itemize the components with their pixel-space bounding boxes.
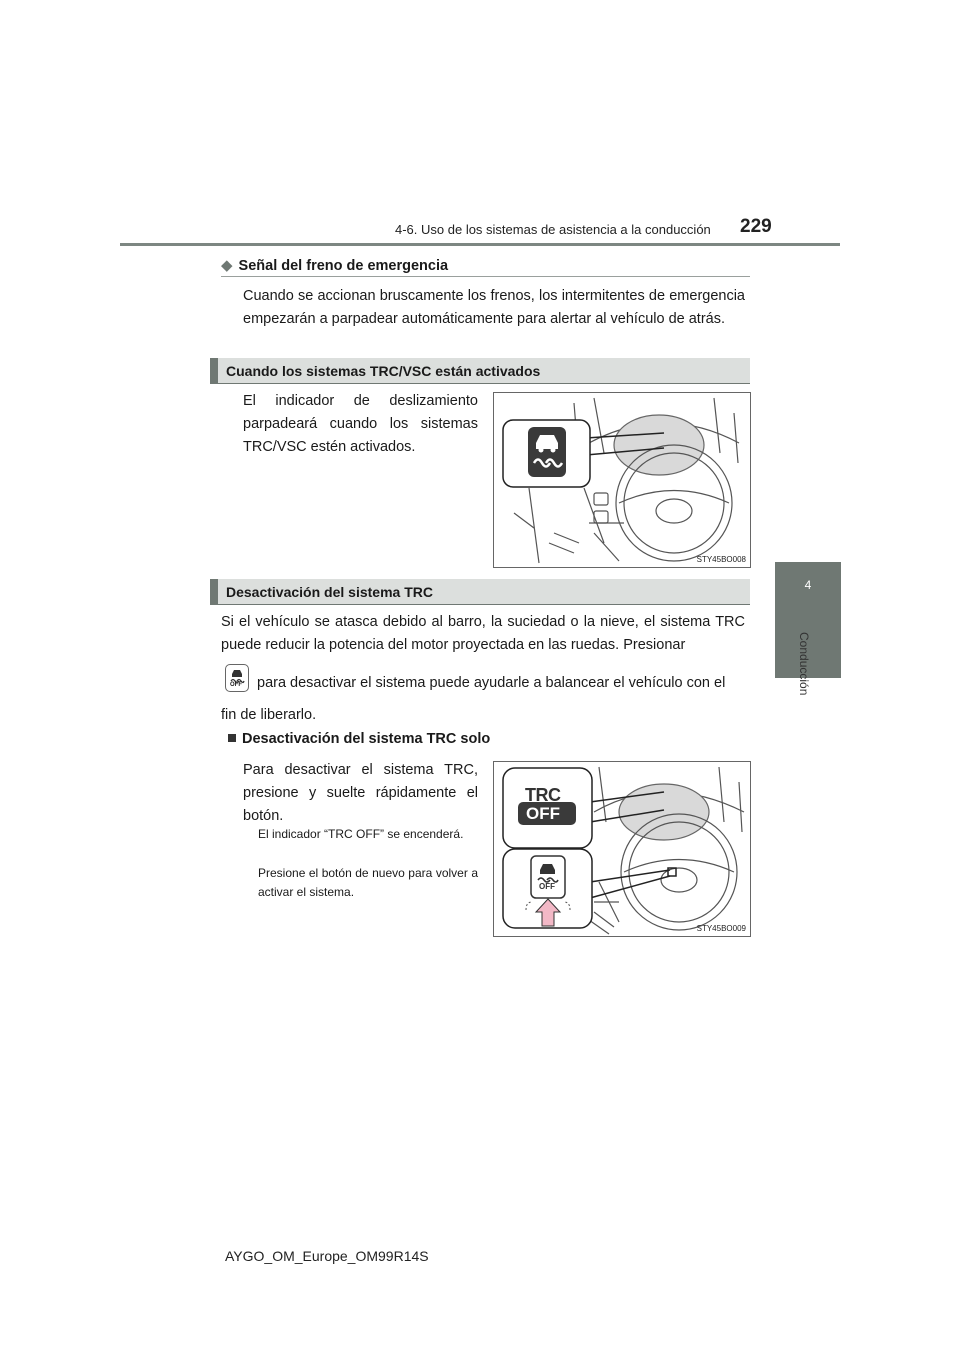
figure-code: STY45BO008 xyxy=(696,555,746,564)
footer-doc-id: AYGO_OM_Europe_OM99R14S xyxy=(225,1248,429,1264)
trc-vsc-active-text: El indicador de deslizamiento parpadeará cuando los sistemas TRC/VSC estén activados. xyxy=(243,393,478,455)
trc-indicator-text: TRC xyxy=(525,785,561,805)
figure-button-label: OFF xyxy=(539,882,555,891)
trc-off-text-line3: fin de liberarlo. xyxy=(221,707,317,723)
chapter-number: 4 xyxy=(804,578,812,592)
trc-only-note-2: Presione el botón de nuevo para volver a activar el sistema. xyxy=(258,866,478,899)
trc-off-button-icon-label: OFF xyxy=(230,682,242,688)
trc-off-button-icon xyxy=(225,664,249,692)
off-indicator-text: OFF xyxy=(526,804,560,823)
square-bullet-icon xyxy=(228,734,236,742)
figure-trc-off xyxy=(493,761,751,937)
running-header: 4-6. Uso de los sistemas de asistencia a la conducción xyxy=(395,222,711,237)
trc-only-text: Para desactivar el sistema TRC, presione y suelte rápidamente el botón. xyxy=(243,762,478,824)
page-number: 229 xyxy=(740,216,772,237)
dashboard-illustration xyxy=(494,393,750,567)
figure-code: STY45BO009 xyxy=(696,924,746,933)
bullet-trc-only-title: Desactivación del sistema TRC solo xyxy=(242,731,491,747)
header-rule xyxy=(120,243,840,246)
trc-only-note-1: El indicador “TRC OFF” se encenderá. xyxy=(258,827,464,841)
bullet-trc-only xyxy=(228,731,490,747)
diamond-icon: ◆ xyxy=(221,257,233,274)
chapter-label: Conducción xyxy=(797,632,811,696)
emergency-signal-title-text: Señal del freno de emergencia xyxy=(238,258,449,274)
section-heading-trc-off: Desactivación del sistema TRC xyxy=(210,579,750,605)
emergency-signal-text: Cuando se accionan bruscamente los frenos, los intermitentes de emergencia empezarán a parpadear automáticamente para alertar al vehículo de atrás. xyxy=(243,288,745,327)
trc-off-text-line2: para desactivar el sistema puede ayudarle a balancear el vehículo con el xyxy=(257,675,726,691)
emergency-signal-title xyxy=(221,256,750,277)
figure-slip-indicator xyxy=(493,392,751,568)
trc-off-text-line1: Si el vehículo se atasca debido al barro, la suciedad o la nieve, el sistema TRC puede reducir la potencia del motor proyectada en las ruedas. Presionar xyxy=(221,614,745,653)
section-heading-trc-vsc-active: Cuando los sistemas TRC/VSC están activados xyxy=(210,358,750,384)
